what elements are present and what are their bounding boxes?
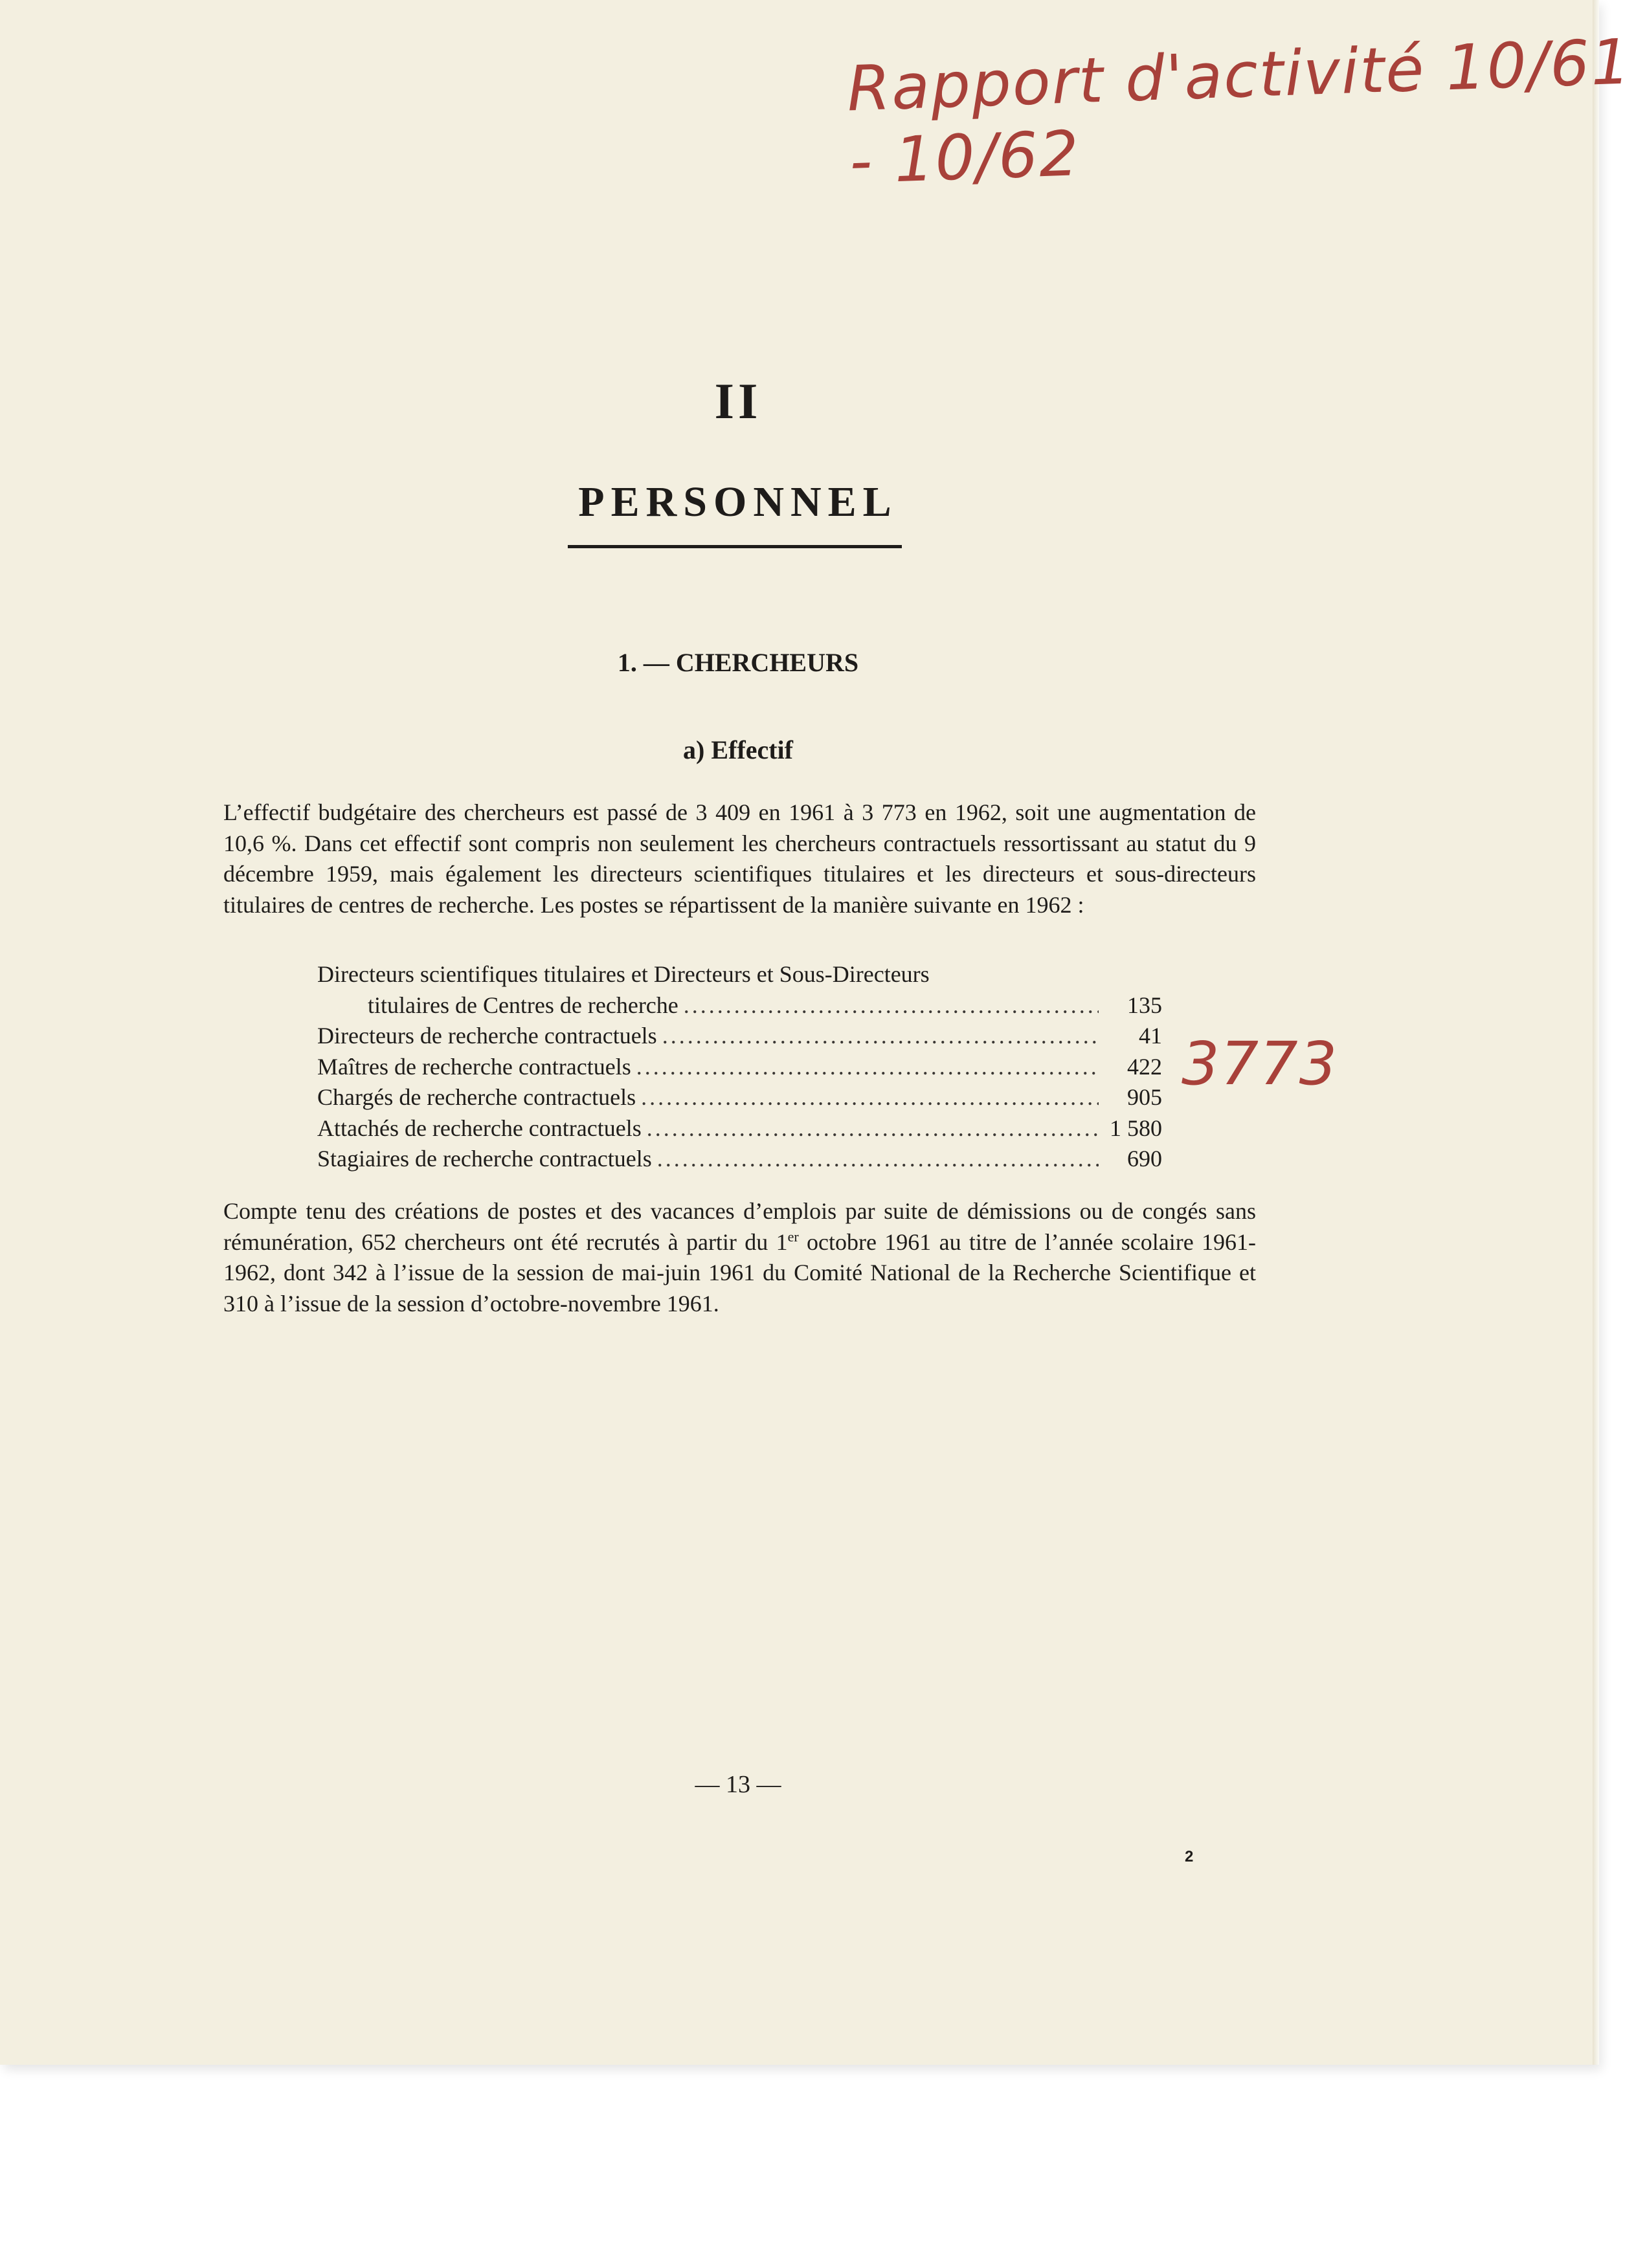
posts-list-first-line: Directeurs scientifiques titulaires et Directeurs et Sous-Directeurs — [317, 961, 930, 987]
posts-list — [317, 959, 1162, 1175]
post-label: Maîtres de recherche contractuels — [317, 1053, 631, 1080]
post-row — [317, 990, 1162, 1021]
post-label: titulaires de Centres de recherche — [368, 992, 678, 1018]
handwritten-title-annotation: Rapport d'activité 10/61 - 10/62 — [846, 25, 1633, 198]
post-label: Stagiaires de recherche contractuels — [317, 1146, 652, 1172]
post-count: 690 — [1127, 1146, 1162, 1172]
post-label: Chargés de recherche contractuels — [317, 1084, 636, 1110]
dot-leader — [657, 1144, 1099, 1175]
post-label: Attachés de recherche contractuels — [317, 1115, 642, 1141]
part-number: II — [714, 373, 762, 429]
post-row — [317, 1144, 1162, 1175]
paragraph-recrutement-part-2: octobre 1961 au titre de l’année scolaire 1961-1962, dont 342 à l’issue de la session de mai-juin 1961 du Comité National de la Recherche Scientifique et 310 à l’issue de la session d’octobre-novembre 1961. — [223, 1228, 1257, 1317]
paragraph-effectif: L’effectif budgétaire des chercheurs est passé de 3 409 en 1961 à 3 773 en 1962, soit une augmentation de 10,6 %. Dans cet effectif sont compris non seulement les chercheurs contractuels ressortissant au statut du 9 décembre 1959, mais également les directeurs scientifiques titulaires et les directeurs et sous-directeurs titulaires de centres de recherche. Les postes se répartissent de la manière suivante en 1962 : — [223, 799, 1256, 918]
paragraph-recrutement — [223, 1196, 1256, 1319]
dot-leader — [684, 990, 1099, 1021]
subsection-heading: a) Effectif — [683, 735, 793, 764]
post-count: 422 — [1127, 1053, 1162, 1080]
page-number: — 13 — — [695, 1771, 781, 1798]
scan-sequence-mark: 2 — [1185, 1848, 1194, 1865]
part-title: PERSONNEL — [578, 478, 898, 526]
dot-leader — [641, 1082, 1099, 1113]
post-count: 135 — [1127, 992, 1162, 1018]
dot-leader — [636, 1052, 1099, 1083]
post-count: 905 — [1127, 1084, 1162, 1110]
post-row — [317, 1052, 1162, 1083]
post-row — [317, 1082, 1162, 1113]
dot-leader — [647, 1113, 1099, 1144]
post-row — [317, 1113, 1162, 1144]
post-label: Directeurs de recherche contractuels — [317, 1023, 657, 1049]
post-count: 1 580 — [1110, 1115, 1162, 1141]
paragraph-recrutement-part-1: Compte tenu des créations de postes et des vacances d’emplois par suite de démissions ou de congés sans rémunération, 652 chercheurs ont été recrutés à partir du 1 — [223, 1198, 1256, 1255]
dot-leader — [662, 1021, 1099, 1052]
title-underline — [568, 545, 902, 548]
ordinal-superscript: er — [787, 1228, 799, 1245]
handwritten-total-annotation: 3773 — [1182, 1029, 1339, 1098]
section-heading: 1. — CHERCHEURS — [617, 648, 859, 677]
post-count: 41 — [1139, 1023, 1162, 1049]
page-edge — [1593, 0, 1599, 2065]
post-row — [317, 1021, 1162, 1052]
